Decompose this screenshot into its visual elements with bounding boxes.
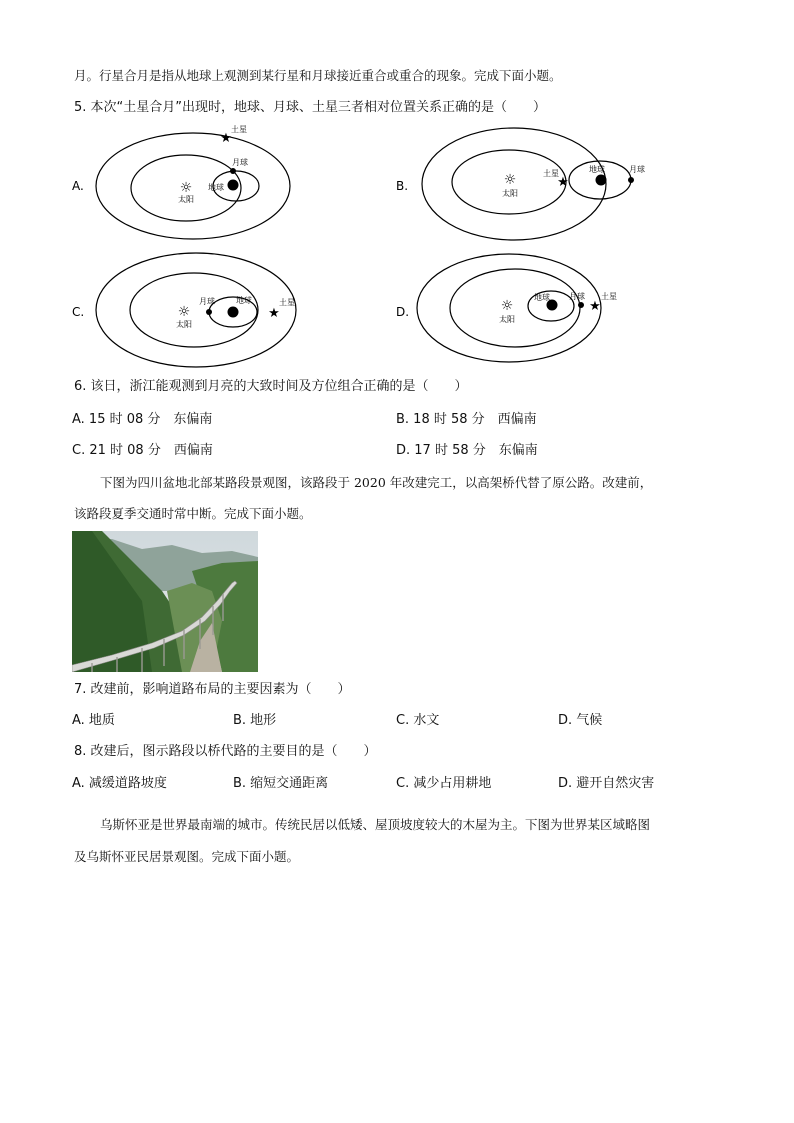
diagram-a-sun-label: 太阳 xyxy=(178,195,194,204)
diagram-c[interactable] xyxy=(68,246,328,372)
passage-3-line-1: 乌斯怀亚是世界最南端的城市。传统民居以低矮、屋顶坡度较大的木屋为主。下图为世界某区域略图 xyxy=(100,817,651,832)
passage-2-line-2: 该路段夏季交通时常中断。完成下面小题。 xyxy=(74,506,312,521)
saturn-icon: ★ xyxy=(268,306,280,321)
intro-line: 月。行星合月是指从地球上观测到某行星和月球接近重合或重合的现象。完成下面小题。 xyxy=(74,68,562,83)
passage-3-line-2: 及乌斯怀亚民居景观图。完成下面小题。 xyxy=(74,849,300,864)
diagram-c-sun-label: 太阳 xyxy=(176,320,192,329)
passage-2-line-1: 下图为四川盆地北部某路段景观图，该路段于 2020 年改建完工，以高架桥代替了原公路。改建前， xyxy=(100,475,653,490)
question-8-stem: 8. 改建后，图示路段以桥代路的主要目的是（ ） xyxy=(74,744,377,759)
diagram-b-earth-label: 地球 xyxy=(589,165,605,174)
question-8-option-c[interactable]: C. 减少占用耕地 xyxy=(396,776,492,791)
moon-icon xyxy=(628,177,634,183)
sun-icon: ☼ xyxy=(500,298,514,314)
diagram-c-saturn-label: 土星 xyxy=(279,298,295,307)
question-7-option-b[interactable]: B. 地形 xyxy=(233,713,277,728)
earth-icon xyxy=(228,307,239,318)
saturn-icon: ★ xyxy=(220,131,232,146)
diagram-a-saturn-label: 土星 xyxy=(231,125,247,134)
diagram-b-letter: B. xyxy=(396,179,409,193)
moon-icon xyxy=(230,168,236,174)
diagram-c-letter: C. xyxy=(72,305,85,319)
viaduct-photo xyxy=(72,531,258,672)
question-7-option-c[interactable]: C. 水文 xyxy=(396,713,440,728)
diagram-d-moon-label: 月球 xyxy=(569,292,585,301)
earth-icon xyxy=(596,175,607,186)
diagram-a-moon-label: 月球 xyxy=(232,158,248,167)
diagram-a-letter: A. xyxy=(72,179,84,193)
diagram-d[interactable] xyxy=(392,246,652,372)
saturn-icon: ★ xyxy=(589,299,601,314)
question-6-option-b[interactable]: B. 18 时 58 分 西偏南 xyxy=(396,412,537,427)
question-7-stem: 7. 改建前，影响道路布局的主要因素为（ ） xyxy=(74,682,351,697)
question-6-option-a[interactable]: A. 15 时 08 分 东偏南 xyxy=(72,412,213,427)
diagram-a-earth-label: 地球 xyxy=(208,183,224,192)
diagram-c-earth-label: 地球 xyxy=(236,296,252,305)
question-6-option-d[interactable]: D. 17 时 58 分 东偏南 xyxy=(396,443,538,458)
question-8-option-d[interactable]: D. 避开自然灾害 xyxy=(558,776,655,791)
diagram-d-saturn-label: 土星 xyxy=(601,292,617,301)
sun-icon: ☼ xyxy=(503,172,517,188)
question-8-option-b[interactable]: B. 缩短交通距离 xyxy=(233,776,329,791)
saturn-icon: ★ xyxy=(557,175,569,190)
diagram-d-sun-label: 太阳 xyxy=(499,315,515,324)
diagram-d-earth-label: 地球 xyxy=(534,293,550,302)
question-6-option-c[interactable]: C. 21 时 08 分 西偏南 xyxy=(72,443,213,458)
diagram-b-saturn-label: 土星 xyxy=(543,169,559,178)
diagram-c-moon-label: 月球 xyxy=(199,297,215,306)
diagram-b[interactable] xyxy=(392,120,672,244)
question-8-option-a[interactable]: A. 减缓道路坡度 xyxy=(72,776,167,791)
diagram-d-letter: D. xyxy=(396,305,410,319)
question-7-option-a[interactable]: A. 地质 xyxy=(72,713,115,728)
diagram-b-sun-label: 太阳 xyxy=(502,189,518,198)
question-6-stem: 6. 该日，浙江能观测到月亮的大致时间及方位组合正确的是（ ） xyxy=(74,379,468,394)
moon-icon xyxy=(206,309,212,315)
earth-icon xyxy=(228,180,239,191)
diagram-b-moon-label: 月球 xyxy=(629,165,645,174)
diagram-a[interactable] xyxy=(68,120,298,244)
sun-icon: ☼ xyxy=(177,304,191,320)
sun-icon: ☼ xyxy=(179,180,193,196)
question-5-stem: 5. 本次“土星合月”出现时，地球、月球、土星三者相对位置关系正确的是（ ） xyxy=(74,100,547,115)
question-7-option-d[interactable]: D. 气候 xyxy=(558,713,603,728)
moon-icon xyxy=(578,302,584,308)
